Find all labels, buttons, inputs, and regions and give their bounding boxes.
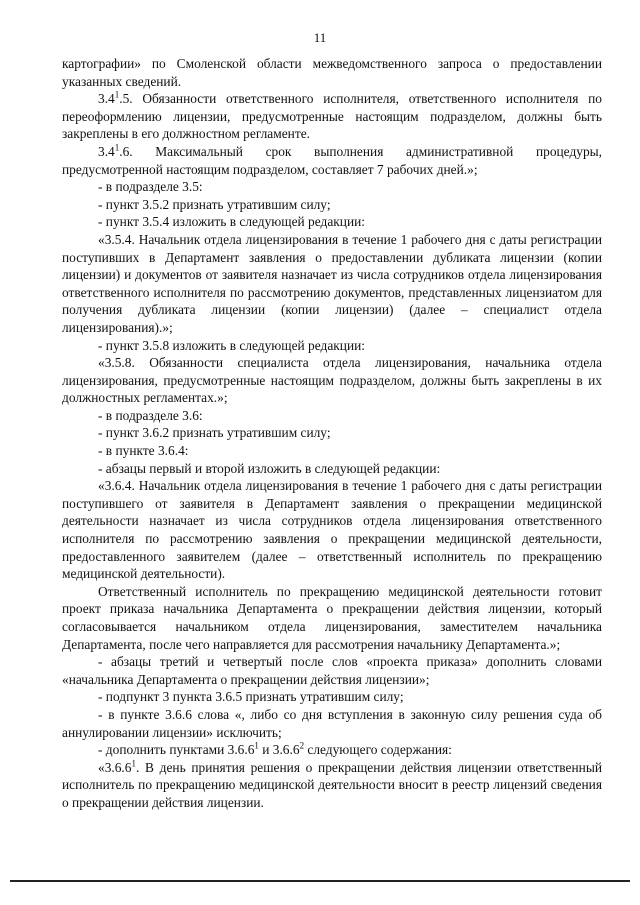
text-run: 3.4 [98, 91, 115, 107]
text-run: «3.6.6 [98, 759, 132, 775]
text-run: - в подразделе 3.6: [98, 407, 203, 423]
paragraph [62, 442, 602, 460]
paragraph [62, 653, 602, 688]
page-number: 11 [313, 30, 327, 45]
text-run: - пункт 3.5.8 изложить в следующей редакции: [98, 337, 366, 353]
paragraph [62, 688, 602, 706]
paragraph [62, 706, 602, 741]
text-run: . В день принятия решения о прекращении действия лицензии ответственный исполнитель по прекращению медицинской деятельности вносит в реестр лицензий сведения о прекращении действия лицензии. [62, 759, 602, 810]
text-run: .5. Обязанности ответственного исполнителя, ответственного исполнителя по переоформлению лицензии, предусмотренные настоящим подразделом, должны быть закреплены в его должностном регламенте. [62, 91, 602, 142]
text-run: - абзацы третий и четвертый после слов «проекта приказа» дополнить словами «начальника Департамента о прекращении действия лицензии»; [62, 654, 602, 687]
paragraph [62, 178, 602, 196]
paragraph [62, 741, 602, 759]
paragraph [62, 354, 602, 407]
text-run: «3.6.4. Начальник отдела лицензирования в течение 1 рабочего дня с даты регистрации поступившего от заявителя в Департамент заявления о прекращении медицинской деятельности назначает из числа сотрудников отдела лицензирования ответственного исполнителя по рассмотрению заявления о прекращении медицинской деятельности, предоставленного заявителем (далее – ответственный исполнитель по прекращению медицинской деятельности). [62, 478, 602, 582]
text-run: - пункт 3.6.2 признать утратившим силу; [98, 425, 331, 441]
paragraph [62, 460, 602, 478]
paragraph [62, 90, 602, 143]
text-run: Ответственный исполнитель по прекращению медицинской деятельности готовит проект приказа начальника Департамента о прекращении действия лицензии, который согласовывается начальником отдела лицензирования, заместителем начальника Департамента, после чего направляется для рассмотрения начальнику Департамента.»; [62, 583, 602, 652]
superscript: 1 [114, 89, 120, 100]
superscript: 2 [299, 740, 305, 751]
text-run: картографии» по Смоленской области межведомственного запроса о предоставлении указанных сведений. [62, 56, 602, 89]
paragraph [62, 759, 602, 812]
text-run: «3.5.8. Обязанности специалиста отдела лицензирования, начальника отдела лицензирования, предусмотренные настоящим подразделом, должны быть закреплены в их должностных регламентах.»; [62, 355, 602, 406]
superscript: 1 [254, 740, 259, 751]
text-run: «3.5.4. Начальник отдела лицензирования в течение 1 рабочего дня с даты регистрации поступивших в Департамент заявления о предоставлении дубликата лицензии (копии лицензии) и документов от заявителя назначает из числа сотрудников отдела лицензирования ответственного исполнителя по рассмотрению документов, представленных лицензиатом для получения дубликата лицензии (копии лицензии) (далее – специалист отдела лицензирования).»; [62, 231, 602, 335]
paragraph [62, 143, 602, 178]
text-run: - в подразделе 3.5: [98, 179, 203, 195]
text-run: - абзацы первый и второй изложить в следующей редакции: [98, 460, 441, 476]
text-run: - подпункт 3 пункта 3.6.5 признать утратившим силу; [98, 689, 404, 705]
superscript: 1 [131, 758, 136, 769]
paragraph [62, 231, 602, 337]
text-run: - в пункте 3.6.4: [98, 443, 189, 459]
superscript: 1 [114, 142, 120, 153]
text-run: .6. Максимальный срок выполнения административной процедуры, предусмотренной настоящим подразделом, составляет 7 рабочих дней.»; [62, 143, 602, 177]
paragraph [62, 213, 602, 231]
text-run: 3.4 [98, 143, 115, 159]
text-run: - дополнить пунктами 3.6.6 [98, 742, 255, 758]
paragraph [62, 196, 602, 214]
paragraph [62, 337, 602, 355]
text-run: - пункт 3.5.2 признать утратившим силу; [98, 196, 331, 212]
paragraph [62, 407, 602, 425]
text-run: и 3.6.6 [258, 742, 300, 758]
text-run: следующего содержания: [304, 742, 452, 758]
bottom-divider [10, 880, 630, 882]
paragraph [62, 55, 602, 90]
text-run: - пункт 3.5.4 изложить в следующей редакции: [98, 214, 366, 230]
paragraph [62, 424, 602, 442]
paragraph [62, 477, 602, 583]
paragraph [62, 583, 602, 653]
document-body [62, 55, 602, 812]
text-run: - в пункте 3.6.6 слова «, либо со дня вступления в законную силу решения суда об аннулировании лицензии» исключить; [62, 706, 602, 740]
